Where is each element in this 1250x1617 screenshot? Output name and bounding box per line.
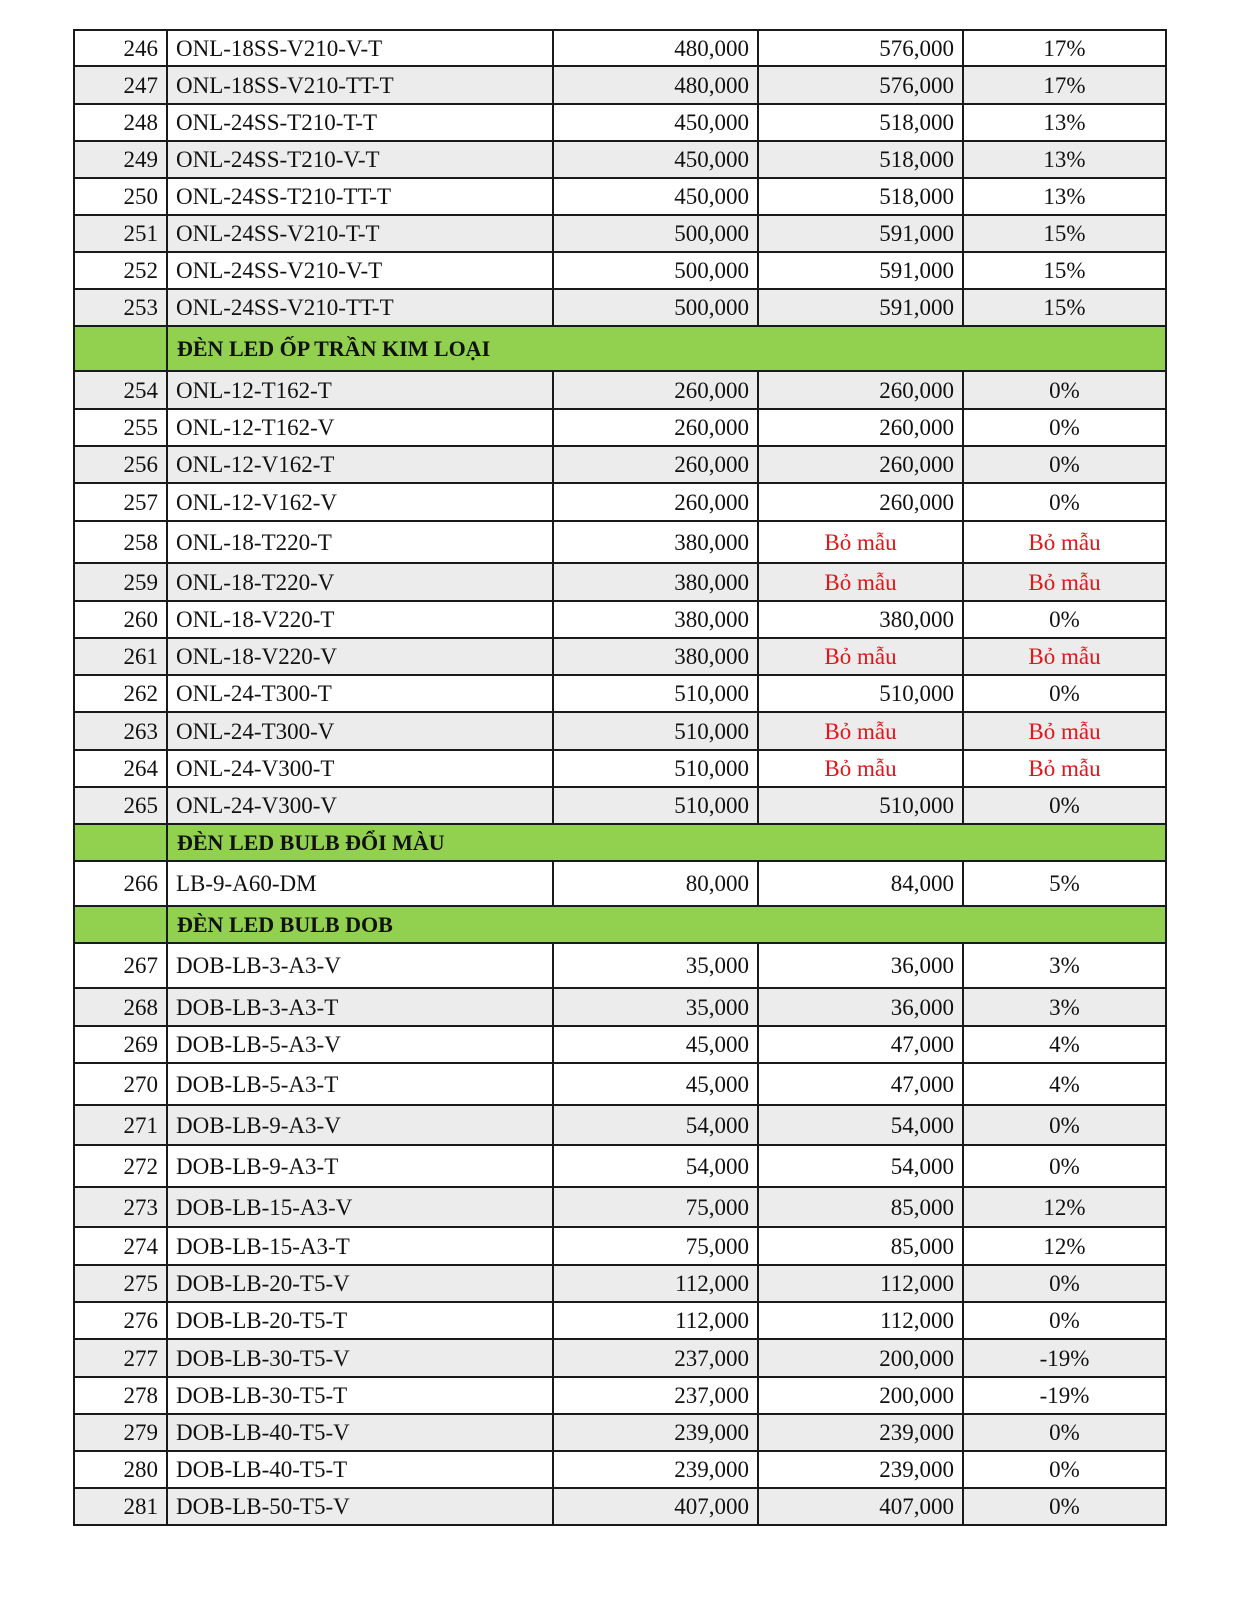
product-code: ONL-12-T162-V [167, 409, 553, 446]
table-row [74, 409, 1166, 446]
new-price: 47,000 [758, 1026, 963, 1063]
product-code: DOB-LB-5-A3-T [167, 1063, 553, 1105]
table-row [74, 30, 1166, 66]
price-change-percent: 15% [963, 252, 1166, 289]
new-price: 380,000 [758, 601, 963, 638]
product-code: ONL-24SS-V210-V-T [167, 252, 553, 289]
old-price: 450,000 [553, 104, 758, 141]
product-code: ONL-24SS-V210-T-T [167, 215, 553, 252]
row-number: 248 [74, 104, 167, 141]
product-code: DOB-LB-30-T5-V [167, 1339, 553, 1377]
row-number: 281 [74, 1488, 167, 1525]
row-number: 258 [74, 521, 167, 563]
price-change-percent: 17% [963, 30, 1166, 66]
table-row [74, 1302, 1166, 1339]
row-number: 256 [74, 446, 167, 483]
new-price: 407,000 [758, 1488, 963, 1525]
new-price: 47,000 [758, 1063, 963, 1105]
row-number: 261 [74, 638, 167, 675]
row-number: 279 [74, 1414, 167, 1451]
category-index-cell [74, 824, 167, 861]
old-price: 75,000 [553, 1187, 758, 1227]
table-row [74, 483, 1166, 521]
product-code: ONL-12-V162-T [167, 446, 553, 483]
table-row [74, 215, 1166, 252]
new-price: Bỏ mẫu [758, 638, 963, 675]
row-number: 275 [74, 1265, 167, 1302]
new-price: 591,000 [758, 215, 963, 252]
row-number: 276 [74, 1302, 167, 1339]
row-number: 251 [74, 215, 167, 252]
product-code: ONL-24SS-T210-V-T [167, 141, 553, 178]
row-number: 271 [74, 1105, 167, 1145]
price-change-percent: 0% [963, 1105, 1166, 1145]
category-row [74, 326, 1166, 371]
new-price: 518,000 [758, 141, 963, 178]
price-change-percent: 12% [963, 1187, 1166, 1227]
new-price: 84,000 [758, 861, 963, 906]
product-code: ONL-24-T300-T [167, 675, 553, 712]
old-price: 510,000 [553, 787, 758, 824]
old-price: 112,000 [553, 1265, 758, 1302]
price-change-percent: 3% [963, 988, 1166, 1026]
product-code: DOB-LB-15-A3-T [167, 1227, 553, 1265]
table-row [74, 750, 1166, 787]
price-change-percent: 5% [963, 861, 1166, 906]
table-row [74, 861, 1166, 906]
new-price: 36,000 [758, 988, 963, 1026]
price-change-percent: 0% [963, 601, 1166, 638]
new-price: 112,000 [758, 1265, 963, 1302]
product-code: ONL-18-T220-V [167, 563, 553, 601]
price-change-percent: 0% [963, 1145, 1166, 1187]
price-change-percent: 13% [963, 141, 1166, 178]
old-price: 260,000 [553, 483, 758, 521]
row-number: 269 [74, 1026, 167, 1063]
product-code: ONL-24SS-T210-T-T [167, 104, 553, 141]
row-number: 272 [74, 1145, 167, 1187]
new-price: 239,000 [758, 1414, 963, 1451]
price-table-body [74, 30, 1166, 1525]
product-code: ONL-18SS-V210-TT-T [167, 66, 553, 104]
old-price: 260,000 [553, 409, 758, 446]
product-code: ONL-24SS-T210-TT-T [167, 178, 553, 215]
category-title: ĐÈN LED BULB ĐỔI MÀU [167, 824, 1166, 861]
row-number: 278 [74, 1377, 167, 1414]
row-number: 260 [74, 601, 167, 638]
new-price: 36,000 [758, 943, 963, 988]
price-change-percent: 0% [963, 1488, 1166, 1525]
price-change-percent: 12% [963, 1227, 1166, 1265]
table-row [74, 1488, 1166, 1525]
row-number: 263 [74, 712, 167, 750]
table-row [74, 601, 1166, 638]
price-change-percent: Bỏ mẫu [963, 750, 1166, 787]
old-price: 45,000 [553, 1063, 758, 1105]
table-row [74, 104, 1166, 141]
table-row [74, 446, 1166, 483]
product-code: ONL-24-T300-V [167, 712, 553, 750]
row-number: 264 [74, 750, 167, 787]
new-price: 576,000 [758, 30, 963, 66]
row-number: 266 [74, 861, 167, 906]
old-price: 380,000 [553, 563, 758, 601]
old-price: 260,000 [553, 371, 758, 409]
old-price: 75,000 [553, 1227, 758, 1265]
category-title: ĐÈN LED ỐP TRẦN KIM LOẠI [167, 326, 1166, 371]
table-row [74, 712, 1166, 750]
row-number: 259 [74, 563, 167, 601]
old-price: 45,000 [553, 1026, 758, 1063]
product-code: ONL-24SS-V210-TT-T [167, 289, 553, 326]
old-price: 237,000 [553, 1377, 758, 1414]
category-row [74, 906, 1166, 943]
row-number: 254 [74, 371, 167, 409]
table-row [74, 66, 1166, 104]
table-row [74, 943, 1166, 988]
new-price: 518,000 [758, 104, 963, 141]
price-change-percent: Bỏ mẫu [963, 521, 1166, 563]
old-price: 500,000 [553, 252, 758, 289]
row-number: 249 [74, 141, 167, 178]
new-price: 54,000 [758, 1105, 963, 1145]
table-row [74, 252, 1166, 289]
price-change-percent: -19% [963, 1339, 1166, 1377]
old-price: 54,000 [553, 1145, 758, 1187]
new-price: 591,000 [758, 252, 963, 289]
new-price: Bỏ mẫu [758, 712, 963, 750]
price-change-percent: 4% [963, 1026, 1166, 1063]
old-price: 510,000 [553, 750, 758, 787]
product-code: DOB-LB-30-T5-T [167, 1377, 553, 1414]
row-number: 267 [74, 943, 167, 988]
table-row [74, 1063, 1166, 1105]
row-number: 280 [74, 1451, 167, 1488]
price-change-percent: 0% [963, 446, 1166, 483]
row-number: 257 [74, 483, 167, 521]
table-row [74, 638, 1166, 675]
table-row [74, 289, 1166, 326]
new-price: Bỏ mẫu [758, 750, 963, 787]
table-row [74, 563, 1166, 601]
price-table [73, 29, 1167, 1526]
old-price: 80,000 [553, 861, 758, 906]
product-code: DOB-LB-9-A3-V [167, 1105, 553, 1145]
old-price: 380,000 [553, 638, 758, 675]
old-price: 35,000 [553, 943, 758, 988]
table-row [74, 521, 1166, 563]
price-change-percent: 0% [963, 1302, 1166, 1339]
price-change-percent: Bỏ mẫu [963, 712, 1166, 750]
product-code: DOB-LB-40-T5-V [167, 1414, 553, 1451]
price-change-percent: 0% [963, 1451, 1166, 1488]
table-row [74, 787, 1166, 824]
product-code: ONL-18-V220-T [167, 601, 553, 638]
product-code: DOB-LB-15-A3-V [167, 1187, 553, 1227]
price-change-percent: 0% [963, 787, 1166, 824]
row-number: 252 [74, 252, 167, 289]
product-code: DOB-LB-3-A3-T [167, 988, 553, 1026]
price-change-percent: 13% [963, 104, 1166, 141]
new-price: 260,000 [758, 409, 963, 446]
new-price: 200,000 [758, 1339, 963, 1377]
price-change-percent: Bỏ mẫu [963, 563, 1166, 601]
product-code: ONL-18-V220-V [167, 638, 553, 675]
price-change-percent: 0% [963, 483, 1166, 521]
new-price: 85,000 [758, 1187, 963, 1227]
price-change-percent: 17% [963, 66, 1166, 104]
old-price: 480,000 [553, 66, 758, 104]
price-change-percent: 0% [963, 675, 1166, 712]
new-price: 112,000 [758, 1302, 963, 1339]
product-code: DOB-LB-3-A3-V [167, 943, 553, 988]
price-change-percent: Bỏ mẫu [963, 638, 1166, 675]
product-code: ONL-18SS-V210-V-T [167, 30, 553, 66]
category-title: ĐÈN LED BULB DOB [167, 906, 1166, 943]
table-row [74, 1145, 1166, 1187]
new-price: 510,000 [758, 787, 963, 824]
product-code: ONL-12-T162-T [167, 371, 553, 409]
table-row [74, 1227, 1166, 1265]
product-code: DOB-LB-20-T5-V [167, 1265, 553, 1302]
old-price: 237,000 [553, 1339, 758, 1377]
table-row [74, 1105, 1166, 1145]
row-number: 273 [74, 1187, 167, 1227]
old-price: 112,000 [553, 1302, 758, 1339]
old-price: 450,000 [553, 141, 758, 178]
table-row [74, 1187, 1166, 1227]
new-price: 591,000 [758, 289, 963, 326]
table-row [74, 675, 1166, 712]
old-price: 500,000 [553, 215, 758, 252]
new-price: 260,000 [758, 446, 963, 483]
new-price: Bỏ mẫu [758, 521, 963, 563]
old-price: 239,000 [553, 1451, 758, 1488]
row-number: 265 [74, 787, 167, 824]
old-price: 500,000 [553, 289, 758, 326]
row-number: 247 [74, 66, 167, 104]
row-number: 274 [74, 1227, 167, 1265]
row-number: 255 [74, 409, 167, 446]
table-row [74, 371, 1166, 409]
new-price: 200,000 [758, 1377, 963, 1414]
old-price: 35,000 [553, 988, 758, 1026]
old-price: 480,000 [553, 30, 758, 66]
category-index-cell [74, 326, 167, 371]
row-number: 270 [74, 1063, 167, 1105]
old-price: 260,000 [553, 446, 758, 483]
product-code: DOB-LB-50-T5-V [167, 1488, 553, 1525]
old-price: 450,000 [553, 178, 758, 215]
table-row [74, 141, 1166, 178]
table-row [74, 1377, 1166, 1414]
old-price: 510,000 [553, 675, 758, 712]
category-index-cell [74, 906, 167, 943]
table-row [74, 1265, 1166, 1302]
old-price: 510,000 [553, 712, 758, 750]
price-change-percent: 3% [963, 943, 1166, 988]
product-code: ONL-18-T220-T [167, 521, 553, 563]
old-price: 380,000 [553, 521, 758, 563]
product-code: DOB-LB-9-A3-T [167, 1145, 553, 1187]
product-code: ONL-12-V162-V [167, 483, 553, 521]
old-price: 407,000 [553, 1488, 758, 1525]
price-change-percent: 0% [963, 1265, 1166, 1302]
price-change-percent: 0% [963, 371, 1166, 409]
table-row [74, 988, 1166, 1026]
price-change-percent: 15% [963, 289, 1166, 326]
price-change-percent: 4% [963, 1063, 1166, 1105]
new-price: 260,000 [758, 371, 963, 409]
table-row [74, 1339, 1166, 1377]
row-number: 268 [74, 988, 167, 1026]
price-change-percent: -19% [963, 1377, 1166, 1414]
new-price: 518,000 [758, 178, 963, 215]
table-row [74, 1451, 1166, 1488]
product-code: ONL-24-V300-V [167, 787, 553, 824]
new-price: 54,000 [758, 1145, 963, 1187]
table-row [74, 1414, 1166, 1451]
row-number: 277 [74, 1339, 167, 1377]
row-number: 250 [74, 178, 167, 215]
product-code: DOB-LB-20-T5-T [167, 1302, 553, 1339]
old-price: 54,000 [553, 1105, 758, 1145]
row-number: 253 [74, 289, 167, 326]
old-price: 380,000 [553, 601, 758, 638]
price-change-percent: 13% [963, 178, 1166, 215]
product-code: DOB-LB-40-T5-T [167, 1451, 553, 1488]
product-code: DOB-LB-5-A3-V [167, 1026, 553, 1063]
row-number: 246 [74, 30, 167, 66]
price-change-percent: 15% [963, 215, 1166, 252]
row-number: 262 [74, 675, 167, 712]
new-price: 510,000 [758, 675, 963, 712]
table-row [74, 1026, 1166, 1063]
table-row [74, 178, 1166, 215]
product-code: LB-9-A60-DM [167, 861, 553, 906]
new-price: 260,000 [758, 483, 963, 521]
price-change-percent: 0% [963, 1414, 1166, 1451]
new-price: Bỏ mẫu [758, 563, 963, 601]
new-price: 239,000 [758, 1451, 963, 1488]
old-price: 239,000 [553, 1414, 758, 1451]
category-row [74, 824, 1166, 861]
new-price: 85,000 [758, 1227, 963, 1265]
new-price: 576,000 [758, 66, 963, 104]
price-change-percent: 0% [963, 409, 1166, 446]
product-code: ONL-24-V300-T [167, 750, 553, 787]
